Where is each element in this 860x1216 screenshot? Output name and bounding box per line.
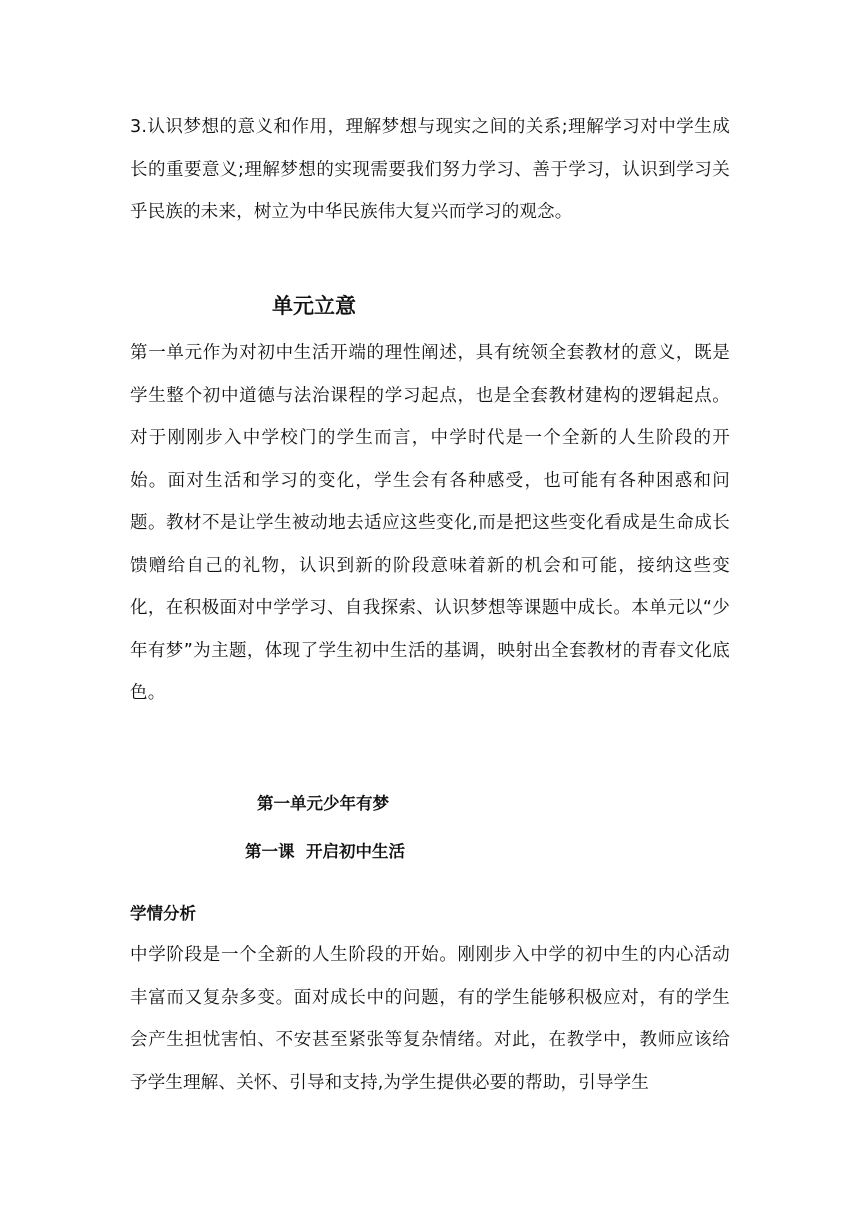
lesson-title: 第一课 开启初中生活 — [245, 842, 405, 861]
sub-heading-analysis: 学情分析 — [130, 904, 196, 923]
paragraph-objective-3: 3.认识梦想的意义和作用，理解梦想与现实之间的关系;理解学习对中学生成长的重要意义;理解梦想的实现需要我们努力学习、善于学习，认识到学习关乎民族的未来，树立为中华民族伟大复兴而学习的观念。 — [130, 117, 730, 222]
section-title: 单元立意 — [272, 294, 356, 318]
paragraph-unit-intent: 第一单元作为对初中生活开端的理性阐述，具有统领全套教材的意义，既是学生整个初中道德与法治课程的学习起点，也是全套教材建构的逻辑起点。对于刚刚步入中学校门的学生而言，中学时代是一个全新的人生阶段的开始。面对生活和学习的变化，学生会有各种感受，也可能有各种困惑和问题。教材不是让学生被动地去适应这些变化,而是把这些变化看成是生命成长馈赠给自己的礼物，认识到新的阶段意味着新的机会和可能，接纳这些变化，在积极面对中学学习、自我探索、认识梦想等课题中成长。本单元以“少年有梦”为主题，体现了学生初中生活的基调，映射出全套教材的青春文化底色。 — [130, 343, 730, 703]
unit-title: 第一单元少年有梦 — [257, 794, 389, 813]
paragraph-student-analysis: 中学阶段是一个全新的人生阶段的开始。刚刚步入中学的初中生的内心活动丰富而又复杂多变。面对成长中的问题，有的学生能够积极应对，有的学生会产生担忧害怕、不安甚至紧张等复杂情绪。对此，在教学中，教师应该给予学生理解、关怀、引导和支持,为学生提供必要的帮助，引导学生 — [130, 945, 730, 1093]
